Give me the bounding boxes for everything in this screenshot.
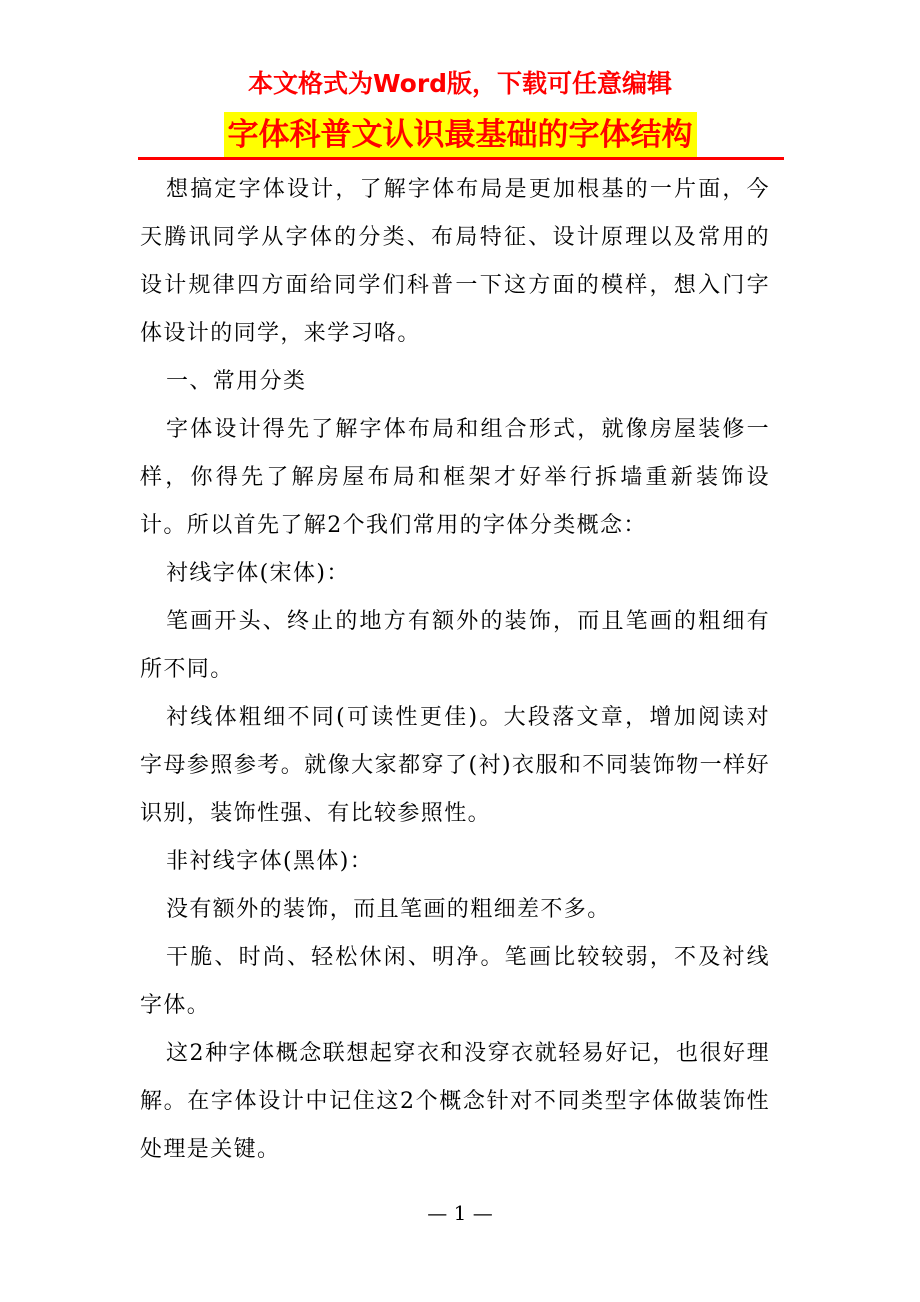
- document-title: 字体科普文认识最基础的字体结构: [224, 112, 697, 158]
- paragraph-sans-serif-definition: 没有额外的装饰，而且笔画的粗细差不多。: [166, 897, 611, 922]
- format-notice: 本文格式为Word版，下载可任意编辑: [247, 69, 673, 98]
- section-heading-classification: 一、常用分类: [166, 369, 307, 394]
- paragraph-intro: 想搞定字体设计，了解字体布局是更加根基的一片面，今天腾讯同学从字体的分类、布局特征、设计原理以及常用的设计规律四方面给同学们科普一下这方面的模样，想入门字体设计的同学，来学习咯。: [140, 177, 770, 346]
- title-divider: [138, 157, 784, 160]
- document-body: [140, 166, 770, 1174]
- paragraph-serif-readability: 衬线体粗细不同(可读性更佳)。大段落文章，增加阅读对字母参照参考。就像大家都穿了(衬)衣服和不同装饰物一样好识别，装饰性强、有比较参照性。: [140, 705, 770, 826]
- title-container: [0, 112, 920, 158]
- paragraph-sans-serif-traits: 干脆、时尚、轻松休闲、明净。笔画比较较弱，不及衬线字体。: [140, 945, 770, 1018]
- subheading-sans-serif: 非衬线字体(黑体)：: [166, 849, 374, 874]
- paragraph-summary: 这2种字体概念联想起穿衣和没穿衣就轻易好记，也很好理解。在字体设计中记住这2个概念针对不同类型字体做装饰性处理是关键。: [140, 1041, 770, 1162]
- paragraph-serif-definition: 笔画开头、终止的地方有额外的装饰，而且笔画的粗细有所不同。: [140, 609, 770, 682]
- paragraph-classification: 字体设计得先了解字体布局和组合形式，就像房屋装修一样，你得先了解房屋布局和框架才好举行拆墙重新装饰设计。所以首先了解2个我们常用的字体分类概念：: [140, 417, 770, 538]
- subheading-serif: 衬线字体(宋体)：: [166, 561, 350, 586]
- page-number: — 1 —: [427, 1201, 493, 1225]
